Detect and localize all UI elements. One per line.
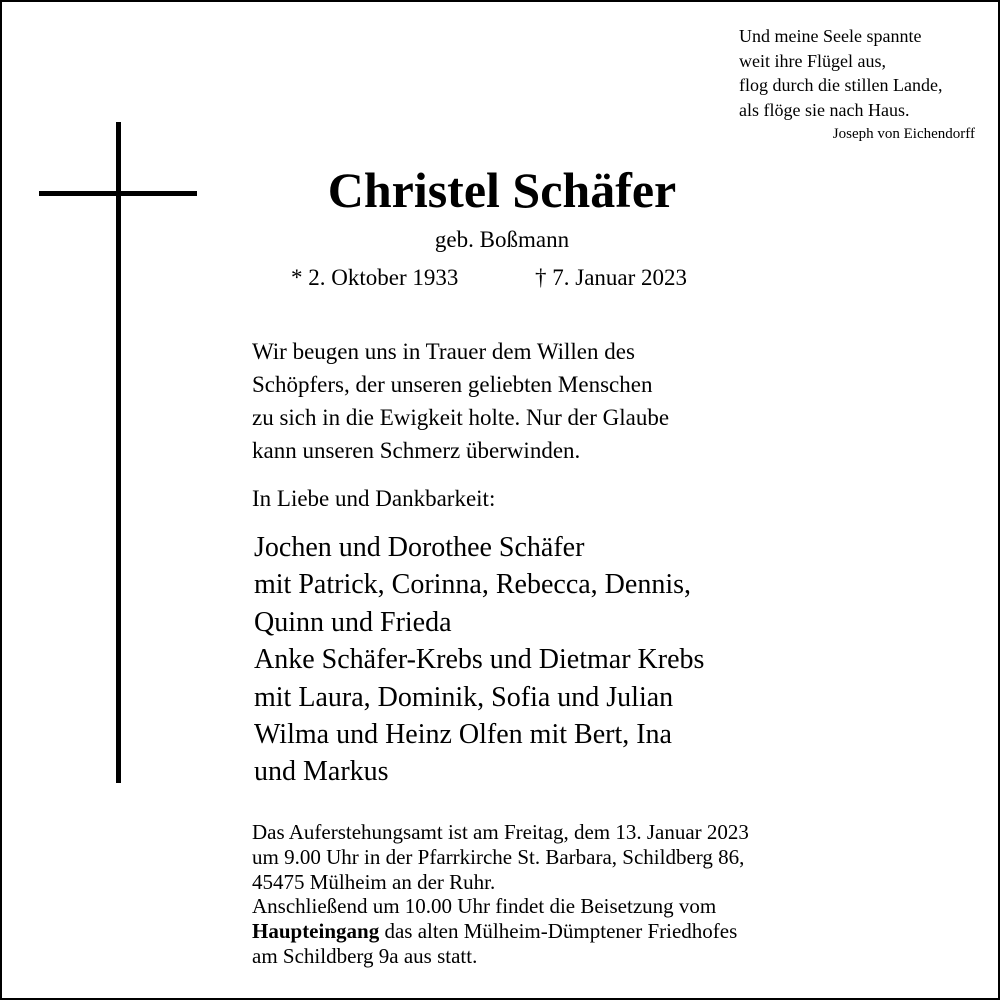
birth-date: * 2. Oktober 1933	[291, 265, 459, 290]
cross-icon-horizontal-bar	[39, 191, 197, 196]
intro-line: kann unseren Schmerz überwinden.	[252, 438, 581, 463]
funeral-line: um 9.00 Uhr in der Pfarrkirche St. Barbara, Schildberg 86,	[252, 844, 745, 869]
maiden-name: geb. Boßmann	[434, 227, 570, 252]
funeral-line	[252, 919, 749, 944]
poem-line: als flöge sie nach Haus.	[739, 99, 910, 120]
deceased-name: Christel Schäfer	[327, 162, 677, 218]
family-list	[254, 529, 704, 791]
funeral-line: Anschließend um 10.00 Uhr findet die Beisetzung vom	[252, 894, 717, 919]
funeral-line: am Schildberg 9a aus statt.	[252, 943, 478, 968]
family-line: Quinn und Frieda	[254, 606, 452, 638]
funeral-location-rest: das alten Mülheim-Dümptener Friedhofes	[379, 919, 738, 944]
poem-quote	[739, 24, 989, 144]
funeral-details	[252, 820, 749, 969]
poem-line: flog durch die stillen Lande,	[739, 75, 943, 95]
intro-line: Schöpfers, der unseren geliebten Menschen	[252, 372, 653, 397]
death-date: † 7. Januar 2023	[535, 265, 688, 290]
poem-line: Und meine Seele spannte	[739, 26, 922, 46]
gratitude-heading: In Liebe und Dankbarkeit:	[252, 486, 496, 511]
family-line: und Markus	[254, 756, 389, 788]
intro-line: zu sich in die Ewigkeit holte. Nur der Glaube	[252, 405, 670, 430]
funeral-location-bold: Haupteingang	[252, 919, 380, 944]
family-line: Jochen und Dorothee Schäfer	[254, 532, 585, 563]
intro-line: Wir beugen uns in Trauer dem Willen des	[252, 339, 635, 364]
funeral-line: 45475 Mülheim an der Ruhr.	[252, 869, 496, 894]
funeral-line: Das Auferstehungsamt ist am Freitag, dem 13. Januar 2023	[252, 820, 749, 844]
family-line: Anke Schäfer-Krebs und Dietmar Krebs	[254, 644, 705, 676]
poem-line: weit ihre Flügel aus,	[739, 50, 886, 71]
family-line: Wilma und Heinz Olfen mit Bert, Ina	[254, 719, 672, 751]
cross-icon-vertical-bar	[116, 122, 121, 783]
family-line: mit Patrick, Corinna, Rebecca, Dennis,	[254, 569, 691, 601]
poem-author: Joseph von Eichendorff	[832, 126, 975, 142]
intro-text	[252, 335, 772, 467]
family-line: mit Laura, Dominik, Sofia und Julian	[254, 681, 674, 713]
